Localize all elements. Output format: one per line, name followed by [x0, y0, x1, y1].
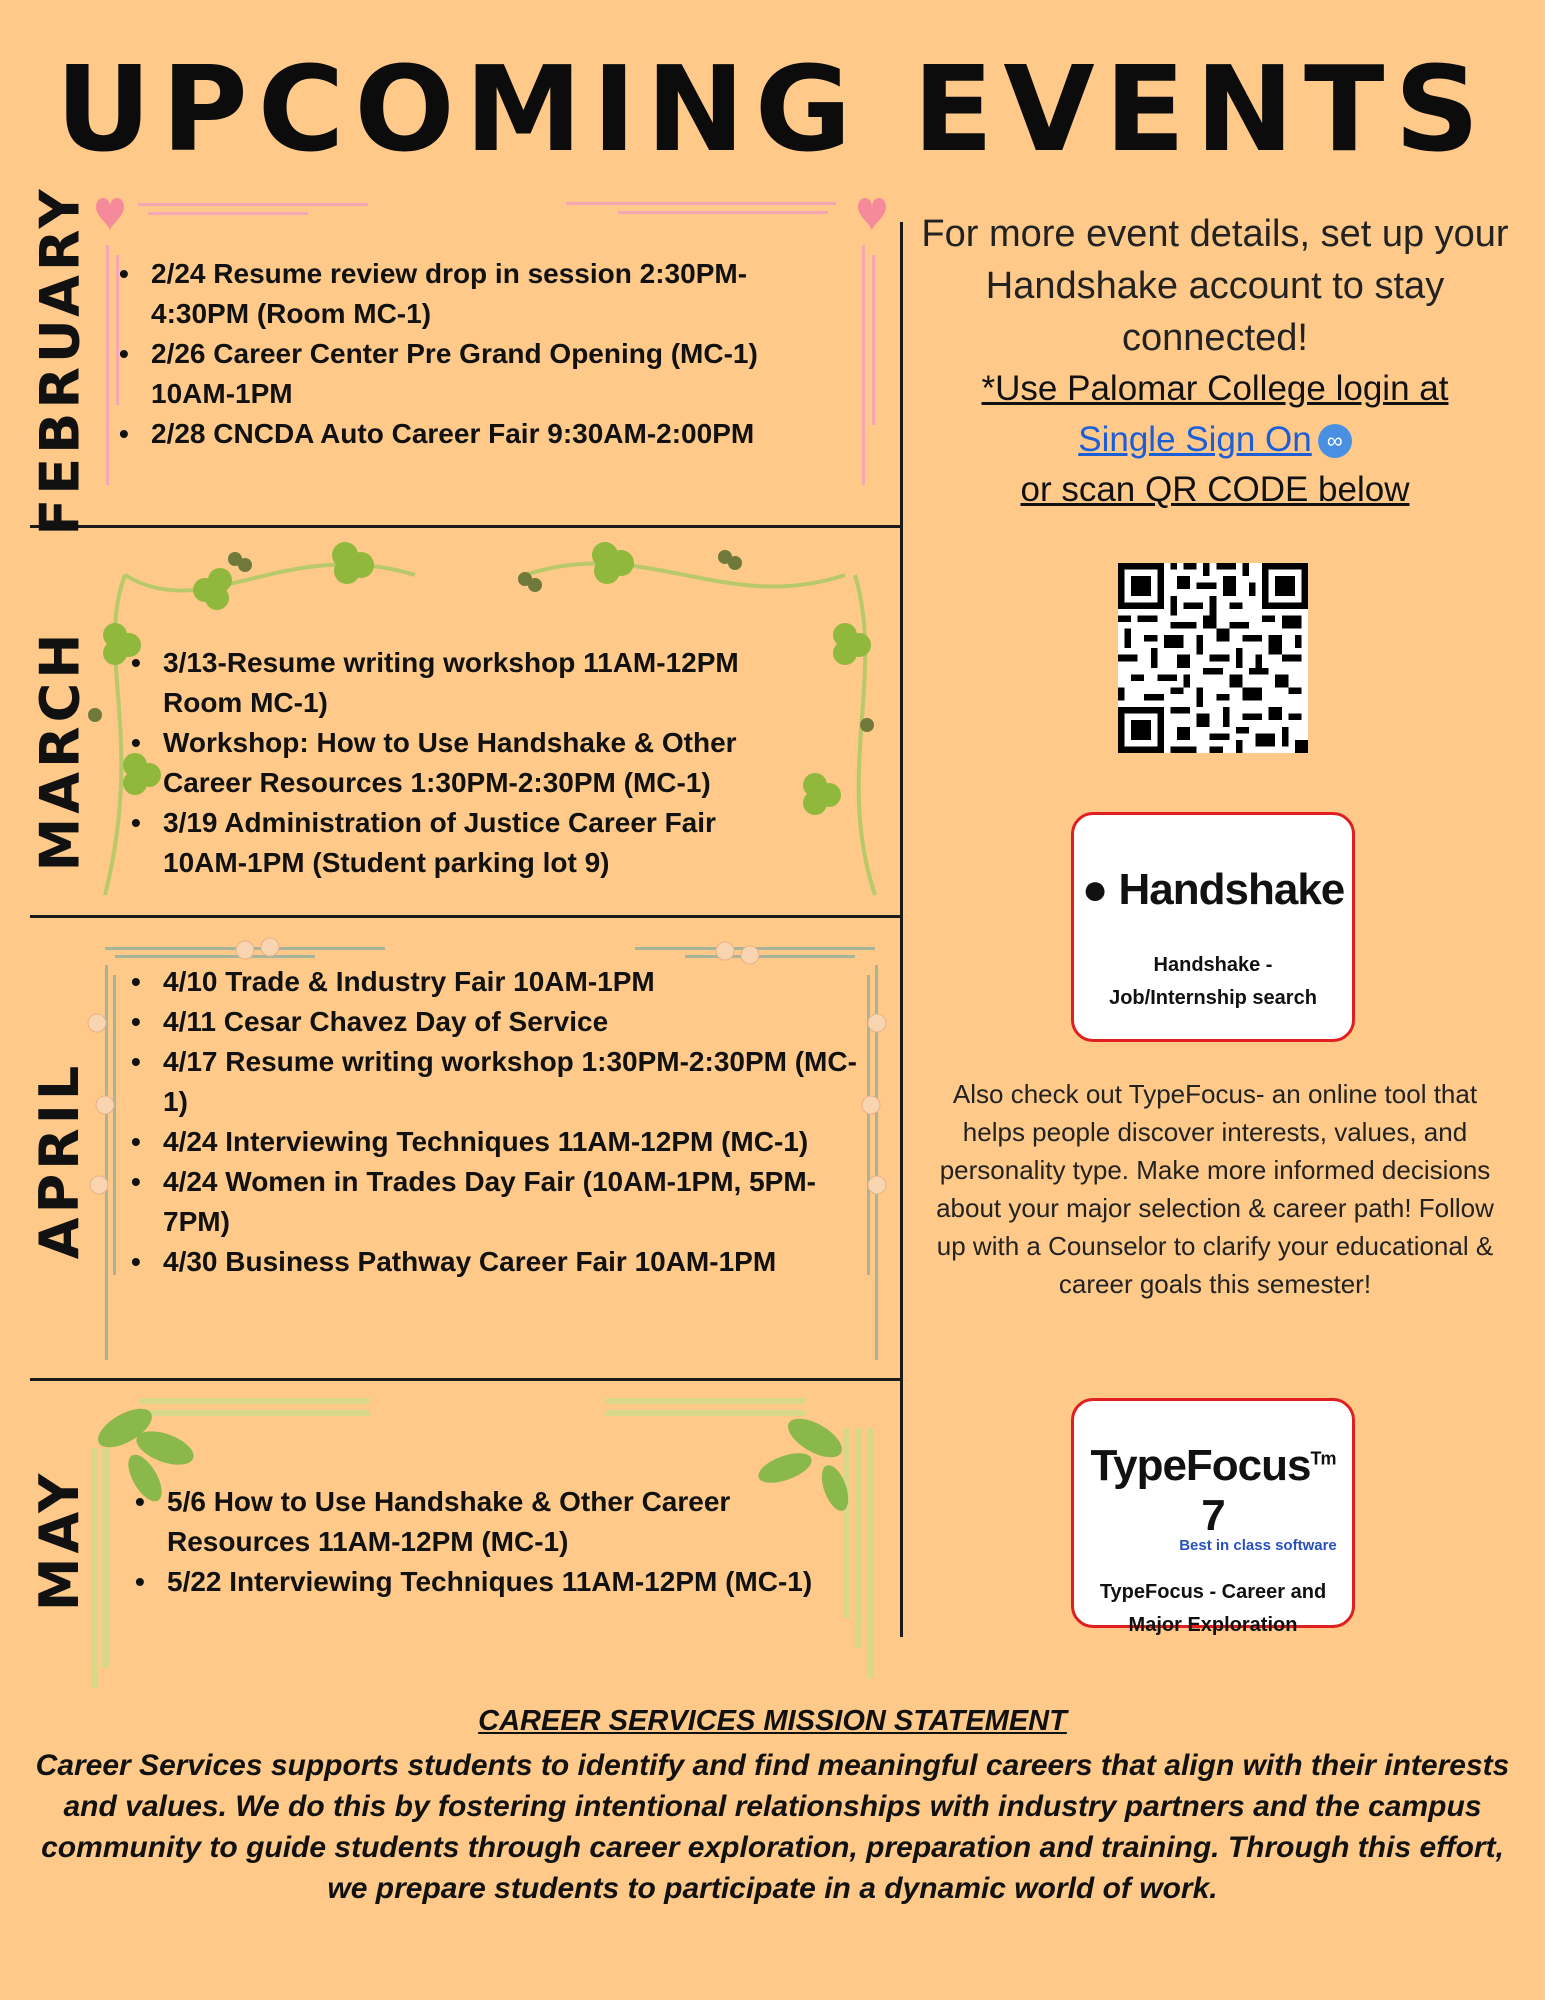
list-item: • 2/24 Resume review drop in session 2:30PM-4:30PM (Room MC-1): [115, 254, 815, 334]
list-item: • 4/10 Trade & Industry Fair 10AM-1PM: [127, 962, 877, 1002]
handshake-caption-line-2: Job/Internship search: [1109, 987, 1317, 1009]
march-event-list: [127, 643, 792, 883]
april-event-list: [127, 962, 877, 1282]
typefocus-logo-text: TypeFocus: [1090, 1441, 1311, 1490]
typefocus-card[interactable]: [1071, 1398, 1355, 1636]
typefocus-description: Also check out TypeFocus- an online tool that helps people discover interests, values, and personality type. Make more informed decisions about your major selection & career path! Follow up with a Counselor to clarify your educational & career goals this semester!: [936, 1079, 1494, 1299]
list-item: • 4/30 Business Pathway Career Fair 10AM-1PM: [127, 1242, 877, 1282]
list-item: • 2/26 Career Center Pre Grand Opening (MC-1) 10AM-1PM: [115, 334, 815, 414]
link-icon: ∞: [1318, 424, 1352, 458]
divider-mar-apr: [30, 915, 902, 918]
intro-text: For more event details, set up your Handshake account to stay connected!: [921, 213, 1509, 359]
may-event-list: [131, 1482, 871, 1602]
sso-link[interactable]: Single Sign On: [1078, 420, 1312, 459]
typefocus-caption-line-2: Major Exploration: [1128, 1614, 1298, 1636]
list-item: • 5/6 How to Use Handshake & Other Career Resources 11AM-12PM (MC-1): [131, 1482, 871, 1562]
list-item: • 4/11 Cesar Chavez Day of Service: [127, 1002, 877, 1042]
handshake-logo: [1074, 865, 1352, 915]
divider-apr-may: [30, 1378, 902, 1381]
handshake-info: [910, 208, 1520, 514]
handshake-caption-line-1: Handshake -: [1153, 954, 1273, 976]
divider-feb-mar: [30, 525, 902, 528]
qr-code[interactable]: [1118, 563, 1308, 753]
list-item: • 4/24 Interviewing Techniques 11AM-12PM (MC-1): [127, 1122, 877, 1162]
march-text: MARCH: [28, 629, 92, 871]
handshake-card[interactable]: [1071, 812, 1355, 1042]
list-item: • Workshop: How to Use Handshake & Other Career Resources 1:30PM-2:30PM (MC-1): [127, 723, 792, 803]
typefocus-logo: [1074, 1441, 1352, 1541]
february-text: FEBRUARY: [28, 184, 92, 536]
may-text: MAY: [28, 1469, 92, 1611]
column-divider: [900, 222, 903, 1637]
list-item: • 3/13-Resume writing workshop 11AM-12PM Room MC-1): [127, 643, 792, 723]
page-title: UPCOMING EVENTS: [55, 40, 1490, 178]
month-label-april: [30, 1040, 90, 1280]
mission-body: Career Services supports students to identify and find meaningful careers that align with their interests and values. We do this by fostering intentional relationships with industry partners and the campus community to guide students through career exploration, preparation and training. Through this effort, we prepare students to participate in a dynamic world of work.: [35, 1749, 1510, 1905]
typefocus-tagline: Best in class software: [1179, 1537, 1337, 1554]
list-item: • 4/24 Women in Trades Day Fair (10AM-1PM, 5PM-7PM): [127, 1162, 877, 1242]
list-item: • 3/19 Administration of Justice Career Fair 10AM-1PM (Student parking lot 9): [127, 803, 792, 883]
typefocus-trademark: Tm: [1310, 1448, 1336, 1469]
february-event-list: [115, 254, 815, 454]
qr-note: or scan QR CODE below: [1020, 470, 1410, 509]
list-item: • 2/28 CNCDA Auto Career Fair 9:30AM-2:00PM: [115, 414, 815, 454]
list-item: • 5/22 Interviewing Techniques 11AM-12PM (MC-1): [131, 1562, 871, 1602]
login-note: *Use Palomar College login at: [981, 369, 1449, 408]
april-text: APRIL: [28, 1061, 92, 1259]
month-label-february: [28, 184, 92, 536]
month-label-may: [30, 1460, 90, 1620]
list-item: • 4/17 Resume writing workshop 1:30PM-2:30PM (MC-1): [127, 1042, 877, 1122]
typefocus-caption-line-1: TypeFocus - Career and: [1099, 1581, 1327, 1603]
handshake-logo-text: Handshake: [1118, 865, 1345, 914]
month-label-march: [30, 600, 90, 900]
typefocus-version: 7: [1201, 1491, 1225, 1540]
handshake-logo-icon: ●: [1081, 865, 1108, 914]
mission-title: CAREER SERVICES MISSION STATEMENT: [478, 1705, 1067, 1737]
